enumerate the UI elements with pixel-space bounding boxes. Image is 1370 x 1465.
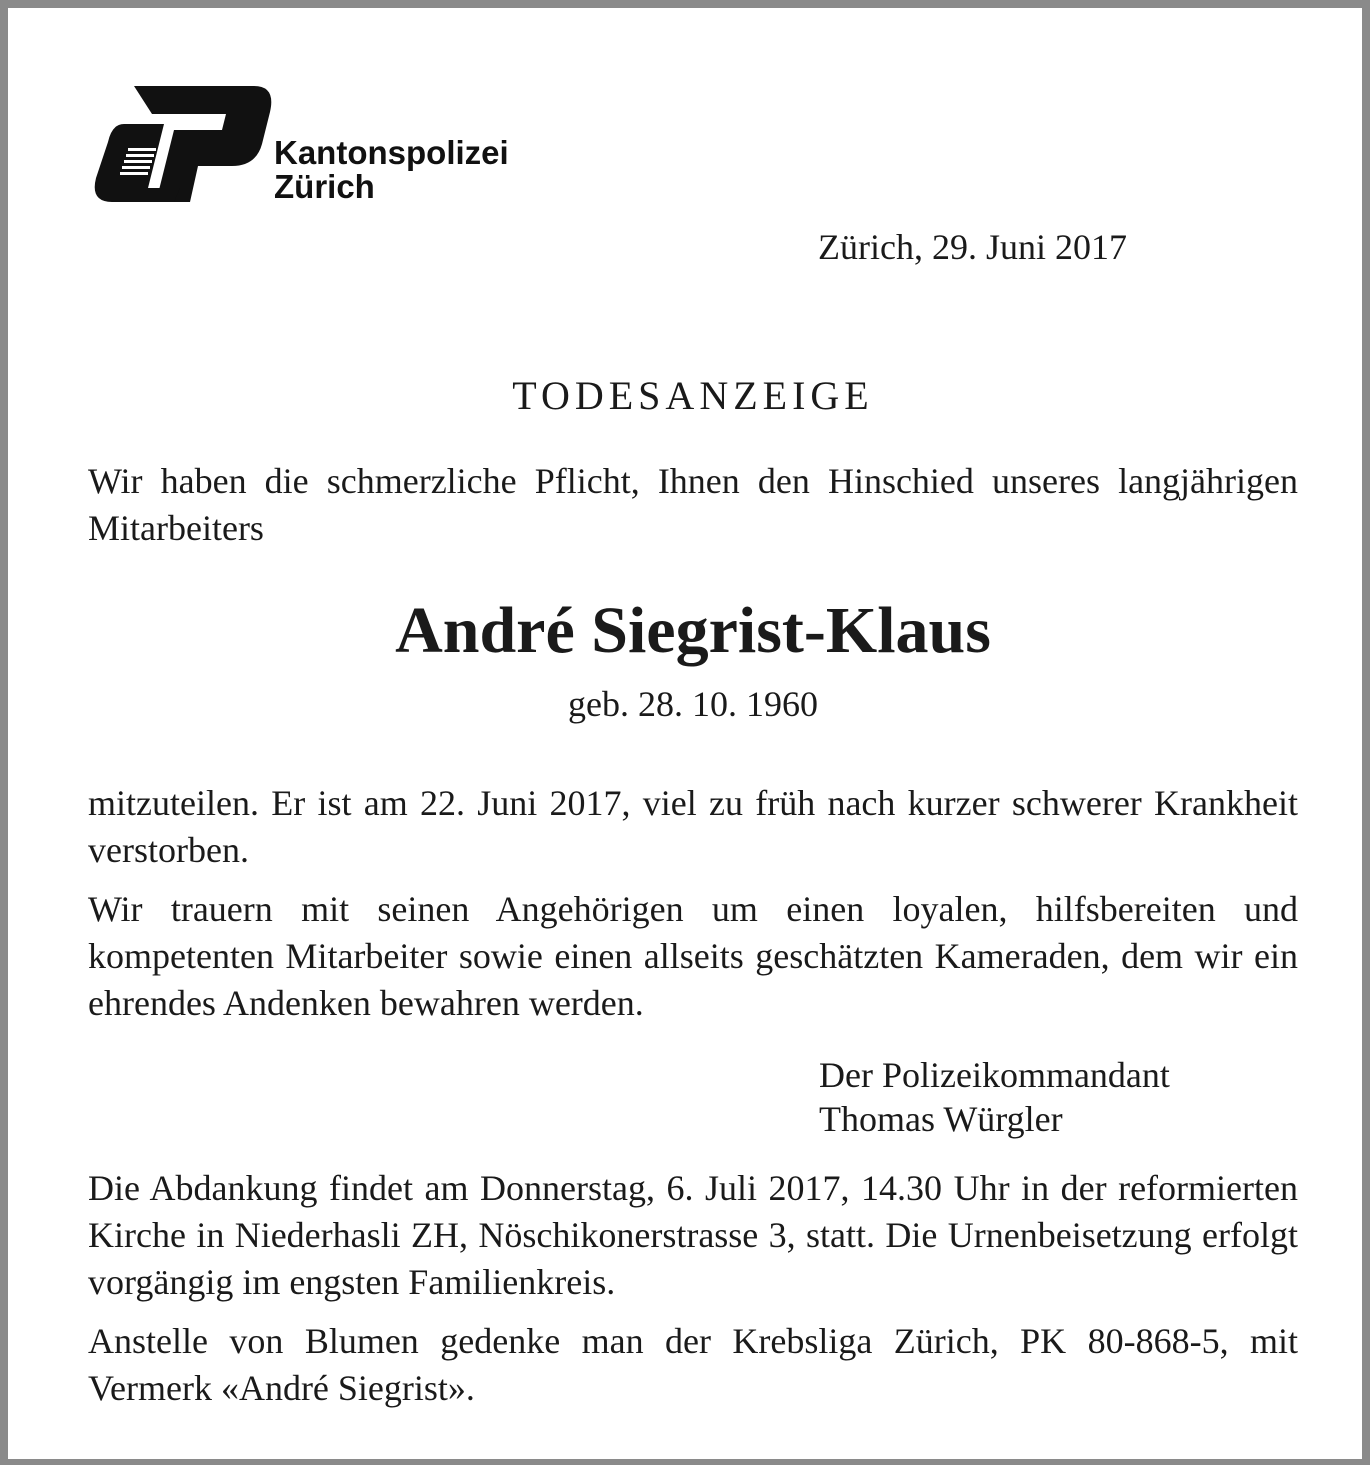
mourning-paragraph: Wir trauern mit seinen Angehörigen um einen loyalen, hilfsbereiten und kompetenten Mitarbeiter sowie einen allseits geschätzten Kameraden, dem wir ein ehrendes Andenken bewahren werden.	[88, 889, 1298, 1023]
kapo-logo	[94, 84, 574, 208]
logo-line-2: Zürich	[274, 168, 375, 205]
kapo-emblem-icon	[94, 84, 274, 208]
logo-line-1: Kantonspolizei	[274, 134, 509, 171]
logo-wordmark	[274, 136, 509, 204]
death-paragraph: mitzuteilen. Er ist am 22. Juni 2017, viel zu früh nach kurzer schwerer Krankheit verstorben.	[88, 783, 1298, 870]
notice-heading: TODESANZEIGE	[512, 373, 874, 418]
signature-block	[819, 1053, 1170, 1141]
funeral-paragraph: Die Abdankung findet am Donnerstag, 6. Juli 2017, 14.30 Uhr in der reformierten Kirche in Niederhasli ZH, Nöschikonerstrasse 3, statt. Die Urnenbeisetzung erfolgt vorgängig im engsten Familienkreis.	[88, 1168, 1298, 1302]
signature-name: Thomas Würgler	[819, 1099, 1063, 1139]
donation-paragraph: Anstelle von Blumen gedenke man der Krebsliga Zürich, PK 80-868-5, mit Vermerk «André Siegrist».	[88, 1321, 1298, 1408]
birth-date: geb. 28. 10. 1960	[568, 684, 818, 724]
signature-title: Der Polizeikommandant	[819, 1055, 1170, 1095]
intro-paragraph: Wir haben die schmerzliche Pflicht, Ihnen den Hinschied unseres langjährigen Mitarbeiters	[88, 461, 1298, 548]
place-date: Zürich, 29. Juni 2017	[818, 227, 1127, 267]
deceased-name: André Siegrist-Klaus	[395, 594, 991, 667]
